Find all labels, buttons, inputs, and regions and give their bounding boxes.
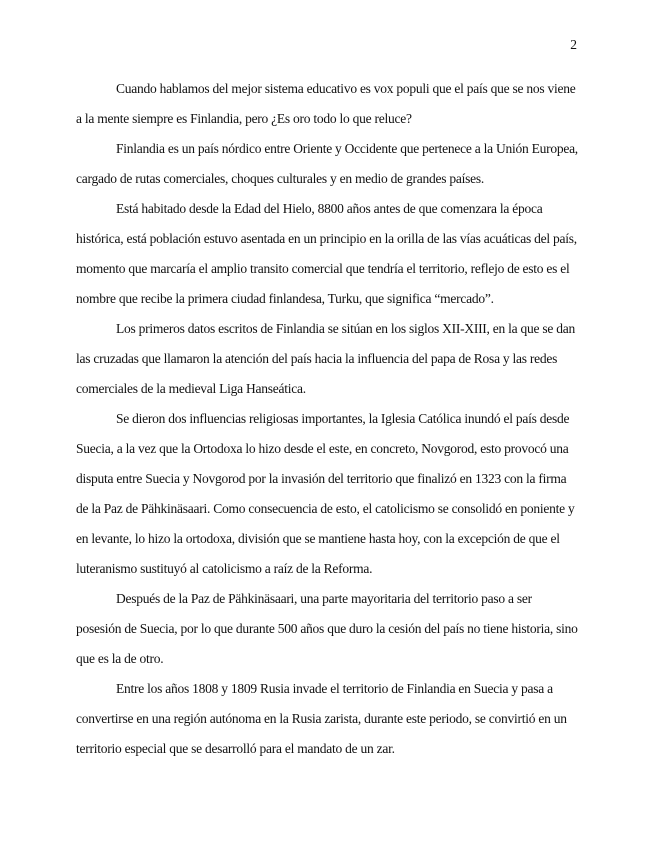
text-line: convertirse en una región autónoma en la Rusia zarista, durante este periodo, se convirtió en un <box>76 711 567 726</box>
page-number: 2 <box>570 37 577 52</box>
text-line: a la mente siempre es Finlandia, pero ¿Es oro todo lo que reluce? <box>76 111 412 126</box>
paragraph <box>76 584 580 674</box>
text-line: nombre que recibe la primera ciudad finlandesa, Turku, que significa “mercado”. <box>76 291 494 306</box>
text-line: que es la de otro. <box>76 651 164 666</box>
text-line: cargado de rutas comerciales, choques culturales y en medio de grandes países. <box>76 171 484 186</box>
text-line: luteranismo sustituyó al catolicismo a raíz de la Reforma. <box>76 561 373 576</box>
text-line: de la Paz de Pähkinäsaari. Como consecuencia de esto, el catolicismo se consolidó en poniente y <box>76 501 575 516</box>
text-line: territorio especial que se desarrolló para el mandato de un zar. <box>76 741 395 756</box>
text-line: momento que marcaría el amplio transito comercial que tendría el territorio, reflejo de esto es el <box>76 261 570 276</box>
paragraph <box>76 404 580 584</box>
document-body <box>76 74 580 764</box>
text-line: en levante, lo hizo la ortodoxa, división que se mantiene hasta hoy, con la excepción de que el <box>76 531 560 546</box>
text-line: comerciales de la medieval Liga Hanseática. <box>76 381 306 396</box>
text-line: Los primeros datos escritos de Finlandia se sitúan en los siglos XII-XIII, en la que se dan <box>116 321 576 336</box>
paragraph <box>76 74 580 134</box>
text-line: Cuando hablamos del mejor sistema educativo es vox populi que el país que se nos viene <box>116 81 576 96</box>
text-line: Suecia, a la vez que la Ortodoxa lo hizo desde el este, en concreto, Novgorod, esto provocó una <box>76 441 569 456</box>
text-line: Se dieron dos influencias religiosas importantes, la Iglesia Católica inundó el país desde <box>116 411 570 426</box>
text-line: Está habitado desde la Edad del Hielo, 8800 años antes de que comenzara la época <box>116 201 543 216</box>
paragraph <box>76 194 580 314</box>
text-line: Después de la Paz de Pähkinäsaari, una parte mayoritaria del territorio paso a ser <box>116 591 532 606</box>
paragraph <box>76 314 580 404</box>
text-line: Finlandia es un país nórdico entre Oriente y Occidente que pertenece a la Unión Europea, <box>116 141 578 156</box>
text-line: disputa entre Suecia y Novgorod por la invasión del territorio que finalizó en 1323 con la firma <box>76 471 567 486</box>
text-line: posesión de Suecia, por lo que durante 500 años que duro la cesión del país no tiene historia, sino <box>76 621 578 636</box>
paragraph <box>76 674 580 764</box>
text-line: las cruzadas que llamaron la atención del país hacia la influencia del papa de Rosa y las redes <box>76 351 558 366</box>
text-line: histórica, está población estuvo asentada en un principio en la orilla de las vías acuáticas del país, <box>76 231 577 246</box>
text-line: Entre los años 1808 y 1809 Rusia invade el territorio de Finlandia en Suecia y pasa a <box>116 681 553 696</box>
paragraph <box>76 134 580 194</box>
